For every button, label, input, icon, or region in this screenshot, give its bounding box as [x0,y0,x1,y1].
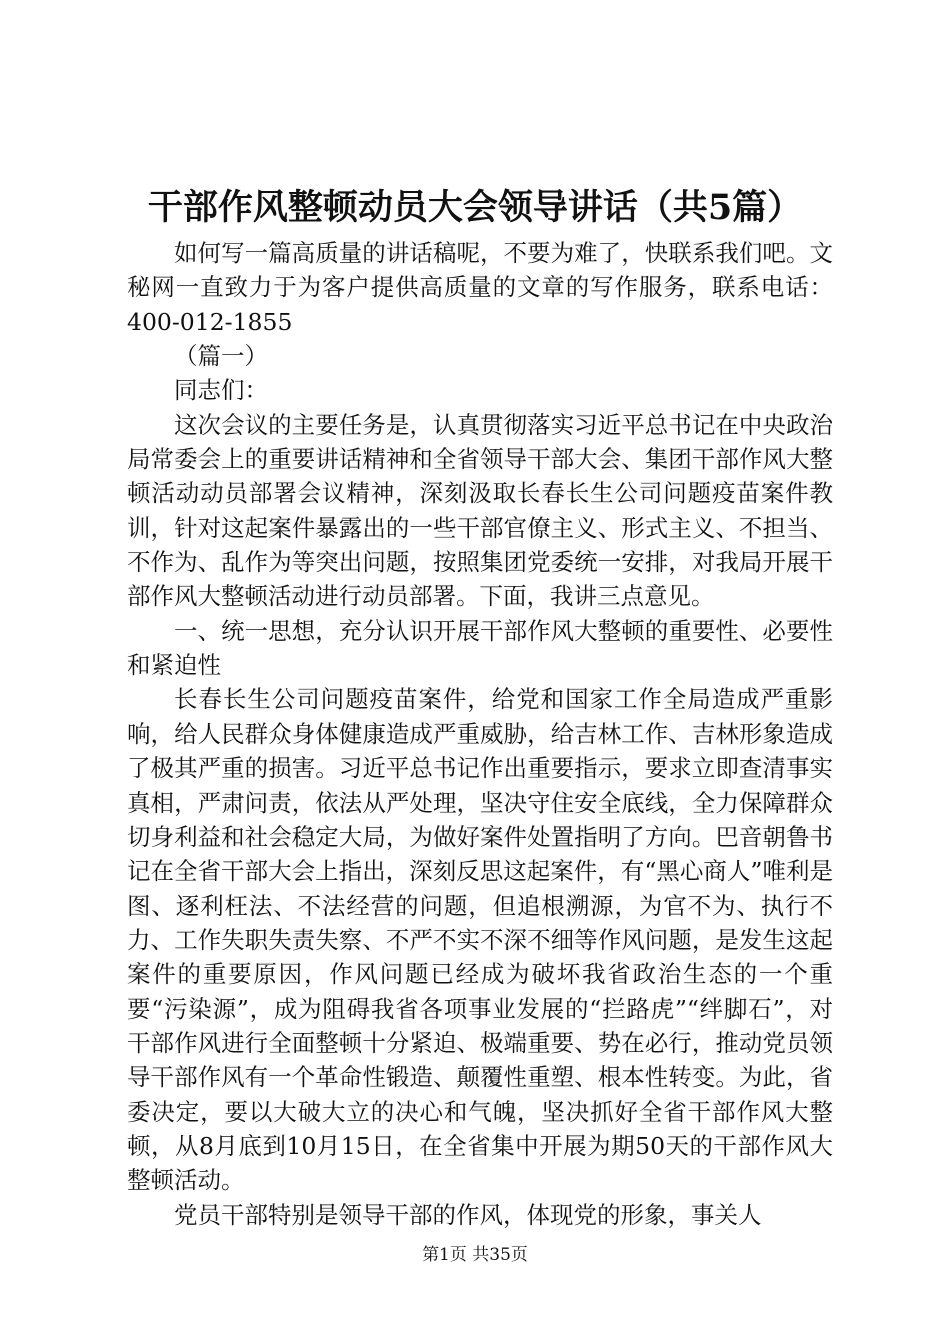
intro-paragraph: 如何写一篇高质量的讲话稿呢，不要为难了，快联系我们吧。文秘网一直致力于为客户提供高质量的文章的写作服务，联系电话：400-012-1855 [127,239,833,336]
section-heading: 一、统一思想，充分认识开展干部作风大整顿的重要性、必要性和紧迫性 [127,616,833,680]
section-heading-part-one: （篇一） [174,342,268,371]
body-paragraph: 党员干部特别是领导干部的作风，体现党的形象，事关人 [174,1200,762,1229]
document-title: 干部作风整顿动员大会领导讲话（共5篇） [147,187,803,228]
body-paragraph: 这次会议的主要任务是，认真贯彻落实习近平总书记在中央政治局常委会上的重要讲话精神和全省领导干部大会、集团干部作风大整顿活动动员部署会议精神，深刻汲取长春长生公司问题疫苗案件教训，针对这起案件暴露出的一些干部官僚主义、形式主义、不担当、不作为、乱作为等突出问题，按照集团党委统一安排，对我局开展干部作风大整顿活动进行动员部署。下面，我讲三点意见。 [127,410,833,611]
page-footer: 第1页 共35页 [422,1245,528,1265]
document-body [127,236,833,1232]
body-paragraph: 长春长生公司问题疫苗案件，给党和国家工作全局造成严重影响，给人民群众身体健康造成严重威胁，给吉林工作、吉林形象造成了极其严重的损害。习近平总书记作出重要指示，要求立即查清事实真相，严肃问责，依法从严处理，坚决守住安全底线，全力保障群众切身利益和社会稳定大局，为做好案件处置指明了方向。巴音朝鲁书记在全省干部大会上指出，深刻反思这起案件，有“黑心商人”唯利是图、逐利枉法、不法经营的问题，但追根溯源，为官不为、执行不力、工作失职失责失察、不严不实不深不细等作风问题，是发生这起案件的重要原因，作风问题已经成为破坏我省政治生态的一个重要“污染源”，成为阻碍我省各项事业发展的“拦路虎”“绊脚石”，对干部作风进行全面整顿十分紧迫、极端重要、势在必行，推动党员领导干部作风有一个革命性锻造、颠覆性重塑、根本性转变。为此，省委决定，要以大破大立的决心和气魄，坚决抓好全省干部作风大整顿，从8月底到10月15日，在全省集中开展为期50天的干部作风大整顿活动。 [127,685,833,1195]
salutation: 同志们： [174,376,268,405]
